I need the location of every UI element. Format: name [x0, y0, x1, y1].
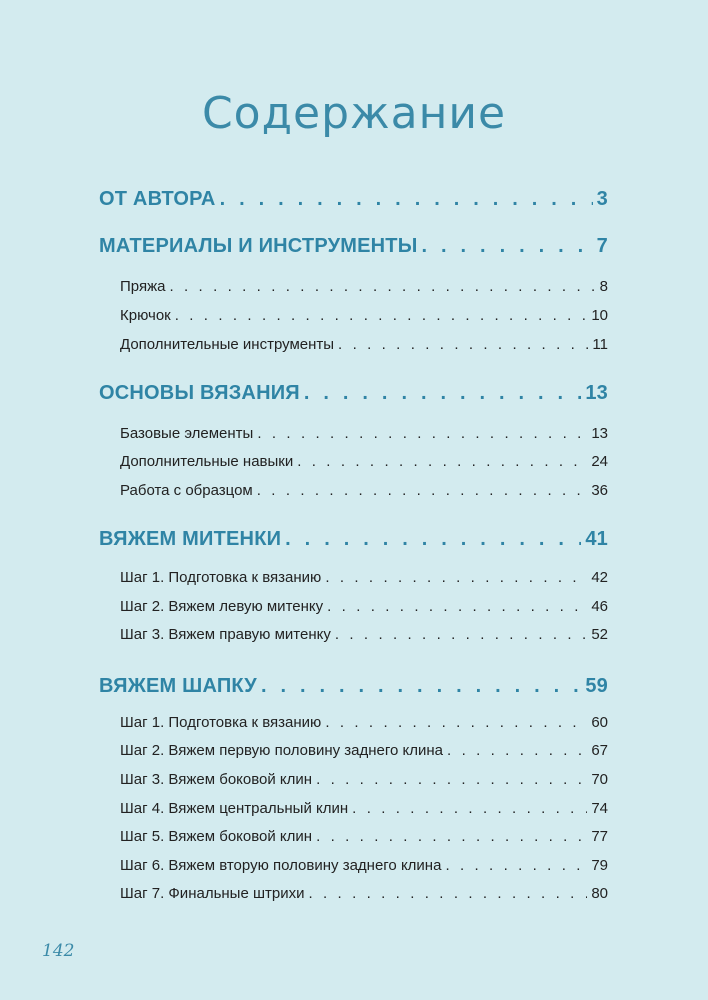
toc-item-title: Шаг 4. Вяжем центральный клин — [120, 800, 349, 817]
dot-leader — [169, 278, 595, 295]
dot-leader — [175, 307, 588, 324]
toc-section-page: 59 — [585, 675, 608, 697]
toc-item[interactable] — [120, 482, 608, 499]
toc-item[interactable] — [120, 857, 608, 874]
toc-section-page: 3 — [596, 188, 608, 210]
toc-section-title: ОТ АВТОРА — [99, 188, 216, 210]
dot-leader — [316, 828, 587, 845]
toc-item-page: 11 — [592, 336, 608, 353]
toc-item-page: 67 — [591, 742, 608, 759]
toc-section-title: МАТЕРИАЛЫ И ИНСТРУМЕНТЫ — [99, 235, 418, 257]
toc-item-page: 74 — [591, 800, 608, 817]
dot-leader — [445, 857, 587, 874]
toc-section-page: 7 — [596, 235, 608, 257]
toc-item-page: 46 — [591, 598, 608, 615]
toc-item-page: 10 — [591, 307, 608, 324]
toc-item[interactable] — [120, 598, 608, 615]
toc-item-title: Шаг 1. Подготовка к вязанию — [120, 714, 322, 731]
toc-item[interactable] — [120, 453, 608, 470]
toc-item[interactable] — [120, 771, 608, 788]
dot-leader — [325, 569, 587, 586]
dot-leader — [325, 714, 587, 731]
dot-leader — [297, 453, 587, 470]
dot-leader — [261, 675, 581, 698]
toc-item-page: 13 — [591, 425, 608, 442]
toc-item[interactable] — [120, 714, 608, 731]
dot-leader — [257, 482, 588, 499]
toc-item-page: 42 — [591, 569, 608, 586]
toc-section[interactable] — [99, 675, 608, 698]
toc-section[interactable] — [99, 528, 608, 551]
toc-item-page: 24 — [591, 453, 608, 470]
toc-section[interactable] — [99, 188, 608, 211]
toc-item[interactable] — [120, 626, 608, 643]
dot-leader — [220, 188, 593, 211]
toc-item-title: Пряжа — [120, 278, 166, 295]
toc-item-page: 70 — [591, 771, 608, 788]
dot-leader — [338, 336, 588, 353]
toc-item-page: 77 — [591, 828, 608, 845]
dot-leader — [316, 771, 587, 788]
toc-section-title: ВЯЖЕМ МИТЕНКИ — [99, 528, 282, 550]
toc-item[interactable] — [120, 278, 608, 295]
toc-item-title: Дополнительные инструменты — [120, 336, 335, 353]
dot-leader — [352, 800, 587, 817]
page-title: Содержание — [201, 88, 507, 139]
toc-item-page: 36 — [591, 482, 608, 499]
toc-item-title: Шаг 6. Вяжем вторую половину заднего клина — [120, 857, 442, 874]
toc-item-page: 80 — [591, 885, 608, 902]
toc-item-title: Дополнительные навыки — [120, 453, 294, 470]
dot-leader — [304, 382, 581, 405]
toc-section-title: ОСНОВЫ ВЯЗАНИЯ — [99, 382, 300, 404]
toc-item[interactable] — [120, 885, 608, 902]
toc-item-page: 8 — [599, 278, 608, 295]
page-number: 142 — [42, 941, 75, 961]
toc-item[interactable] — [120, 307, 608, 324]
toc-item-title: Работа с образцом — [120, 482, 253, 499]
dot-leader — [422, 235, 593, 258]
dot-leader — [447, 742, 587, 759]
toc-item-title: Шаг 3. Вяжем правую митенку — [120, 626, 331, 643]
toc-item-title: Шаг 1. Подготовка к вязанию — [120, 569, 322, 586]
toc-item-title: Шаг 2. Вяжем левую митенку — [120, 598, 324, 615]
dot-leader — [285, 528, 581, 551]
toc-section[interactable] — [99, 382, 608, 405]
dot-leader — [257, 425, 587, 442]
dot-leader — [327, 598, 587, 615]
toc-item-title: Шаг 3. Вяжем боковой клин — [120, 771, 313, 788]
toc-section[interactable] — [99, 235, 608, 258]
toc-item[interactable] — [120, 800, 608, 817]
toc-item-title: Базовые элементы — [120, 425, 254, 442]
toc-item-page: 79 — [591, 857, 608, 874]
toc-item[interactable] — [120, 742, 608, 759]
toc-item-title: Шаг 5. Вяжем боковой клин — [120, 828, 313, 845]
toc-item[interactable] — [120, 425, 608, 442]
toc-item[interactable] — [120, 828, 608, 845]
dot-leader — [308, 885, 587, 902]
toc-item[interactable] — [120, 569, 608, 586]
toc-section-title: ВЯЖЕМ ШАПКУ — [99, 675, 257, 697]
toc-item-title: Шаг 2. Вяжем первую половину заднего клина — [120, 742, 444, 759]
toc-item-page: 52 — [591, 626, 608, 643]
toc-section-page: 13 — [585, 382, 608, 404]
toc-item-page: 60 — [591, 714, 608, 731]
toc-section-page: 41 — [585, 528, 608, 550]
toc-item[interactable] — [120, 336, 608, 353]
dot-leader — [335, 626, 587, 643]
toc-item-title: Крючок — [120, 307, 171, 324]
toc-item-title: Шаг 7. Финальные штрихи — [120, 885, 305, 902]
